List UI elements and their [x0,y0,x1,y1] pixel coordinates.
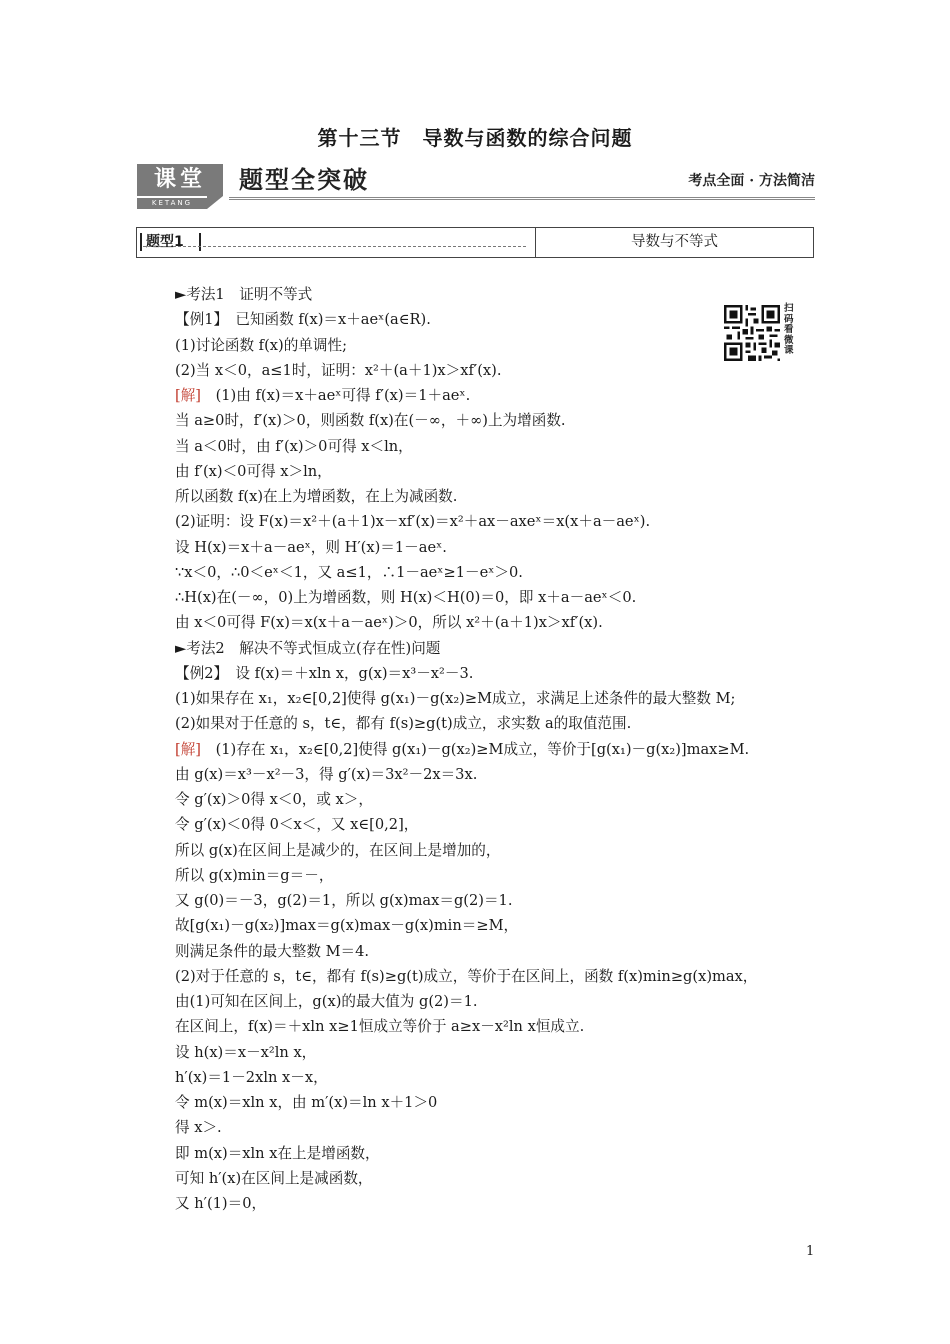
text-line [175,1040,825,1065]
line-text: 令 m(x)＝xln x，由 m′(x)＝ln x＋1＞0 [175,1094,438,1111]
type-bar-right [199,233,201,251]
text-line [175,585,825,610]
banner-divider [229,197,815,200]
page-title: 第十三节 导数与函数的综合问题 [317,126,633,150]
line-text: ►考法1 证明不等式 [175,286,313,303]
text-line [175,1166,825,1191]
topic-type-box [136,227,814,258]
page-number: 1 [806,1244,815,1259]
text-line [175,560,825,585]
line-text: 【例2】 设 f(x)＝＋xln x，g(x)＝x³－x²－3. [175,664,474,682]
line-text: (1)由 f(x)＝x＋aeˣ可得 f′(x)＝1＋aeˣ. [200,387,471,404]
line-text: ∵x＜0，∴0＜eˣ＜1，又 a≤1，∴1－aeˣ≥1－eˣ＞0. [175,563,523,581]
line-text: 当 a＜0时，由 f′(x)＞0可得 x＜ln， [175,437,413,455]
line-text: (1)讨论函数 f(x)的单调性; [175,336,347,354]
qr-caption: 扫码看微课 [784,303,794,356]
text-line [175,888,825,913]
text-line [175,383,825,408]
text-line [175,661,825,686]
text-line [175,408,825,433]
type-bar-left [140,233,142,251]
banner-corner-decoration [207,196,223,209]
line-text: 又 g(0)＝－3，g(2)＝1，所以 g(x)max＝g(2)＝1. [175,892,513,909]
banner-block-label: 课堂 [137,164,223,196]
text-line [175,307,825,332]
line-text: 由 f′(x)＜0可得 x＞ln， [175,462,332,480]
line-text: 可知 h′(x)在区间上是减函数， [175,1169,373,1187]
line-text: (2)当 x＜0，a≤1时，证明：x²＋(a＋1)x＞xf′(x). [175,361,502,379]
text-line [175,686,825,711]
text-line [175,535,825,560]
text-line [175,1191,825,1216]
text-line [175,1115,825,1140]
line-text: ►考法2 解决不等式恒成立(存在性)问题 [175,639,441,657]
text-line [175,434,825,459]
line-text: 令 g′(x)＜0得 0＜x＜，又 x∈[0,2]， [175,816,419,834]
text-line [175,509,825,534]
section-banner [137,164,815,210]
text-line [175,333,825,358]
text-line [175,358,825,383]
line-text: (1)如果存在 x₁，x₂∈[0,2]使得 g(x₁)－g(x₂)≥M成立，求满足上述条件的最大整数 M; [175,690,736,707]
line-text: (2)证明：设 F(x)＝x²＋(a＋1)x－xf′(x)＝x²＋ax－axeˣ＝x(x＋a－aeˣ). [175,513,651,531]
line-text: (2)对于任意的 s，t∈，都有 f(s)≥g(t)成立，等价于在区间上，函数 f(x)min≥g(x)max， [175,967,758,985]
banner-heading: 题型全突破 [239,166,369,194]
type-label: 题型1 [146,234,184,250]
line-text: 令 g′(x)＞0得 x＜0，或 x＞， [175,791,373,808]
type-dash-line [143,246,526,247]
line-text: 由 x＜0可得 F(x)＝x(x＋a－aeˣ)＞0，所以 x²＋(a＋1)x＞xf′(x). [175,614,603,632]
line-text: 所以 g(x)在区间上是减少的，在区间上是增加的， [175,841,501,859]
line-text: 【例1】 已知函数 f(x)＝x＋aeˣ(a∈R). [175,311,431,329]
text-line [175,636,825,661]
line-text: 则满足条件的最大整数 M＝4. [175,942,370,960]
banner-tagline: 考点全面 · 方法简洁 [688,173,815,189]
text-line [175,939,825,964]
text-line [175,913,825,938]
text-line [175,989,825,1014]
text-line [175,1014,825,1039]
line-text: 所以 g(x)min＝g＝－， [175,866,334,884]
line-text: 得 x＞. [175,1119,222,1137]
line-text: (2)如果对于任意的 s，t∈，都有 f(s)≥g(t)成立，求实数 a的取值范围. [175,715,632,733]
text-line [175,863,825,888]
text-line [175,737,825,762]
text-line [175,484,825,509]
document-body [175,282,825,1216]
banner-block-sublabel: KETANG [137,198,207,209]
text-line [175,787,825,812]
solution-marker: [解] [175,387,201,404]
text-line [175,459,825,484]
text-line [175,812,825,837]
line-text: 又 h′(1)＝0， [175,1195,267,1212]
text-line [175,1065,825,1090]
text-line [175,762,825,787]
solution-marker: [解] [175,740,201,758]
text-line [175,964,825,989]
text-line [175,610,825,635]
text-line [175,1141,825,1166]
line-text: 当 a≥0时，f′(x)＞0，则函数 f(x)在(－∞，＋∞)上为增函数. [175,412,566,430]
line-text: 设 h(x)＝x－x²ln x， [175,1043,317,1061]
line-text: 由(1)可知在区间上，g(x)的最大值为 g(2)＝1. [175,993,478,1010]
text-line [175,282,825,307]
line-text: 由 g(x)＝x³－x²－3，得 g′(x)＝3x²－2x＝3x. [175,765,478,783]
line-text: ∴H(x)在(－∞，0)上为增函数，则 H(x)＜H(0)＝0，即 x＋a－aeˣ＜0. [175,589,637,606]
line-text: (1)存在 x₁，x₂∈[0,2]使得 g(x₁)－g(x₂)≥M成立，等价于[g(x₁)－g(x₂)]max≥M. [200,740,750,758]
line-text: 故[g(x₁)－g(x₂)]max＝g(x)max－g(x)min＝≥M， [175,917,519,935]
text-line [175,711,825,736]
line-text: 即 m(x)＝xln x在上是增函数， [175,1144,380,1162]
text-line [175,1090,825,1115]
text-line [175,838,825,863]
line-text: 在区间上，f(x)＝＋xln x≥1恒成立等价于 a≥x－x²ln x恒成立. [175,1018,585,1036]
type-title: 导数与不等式 [631,234,718,250]
line-text: 设 H(x)＝x＋a－aeˣ，则 H′(x)＝1－aeˣ. [175,538,447,556]
line-text: h′(x)＝1－2xln x－x， [175,1068,328,1086]
line-text: 所以函数 f(x)在上为增函数，在上为减函数. [175,488,458,505]
